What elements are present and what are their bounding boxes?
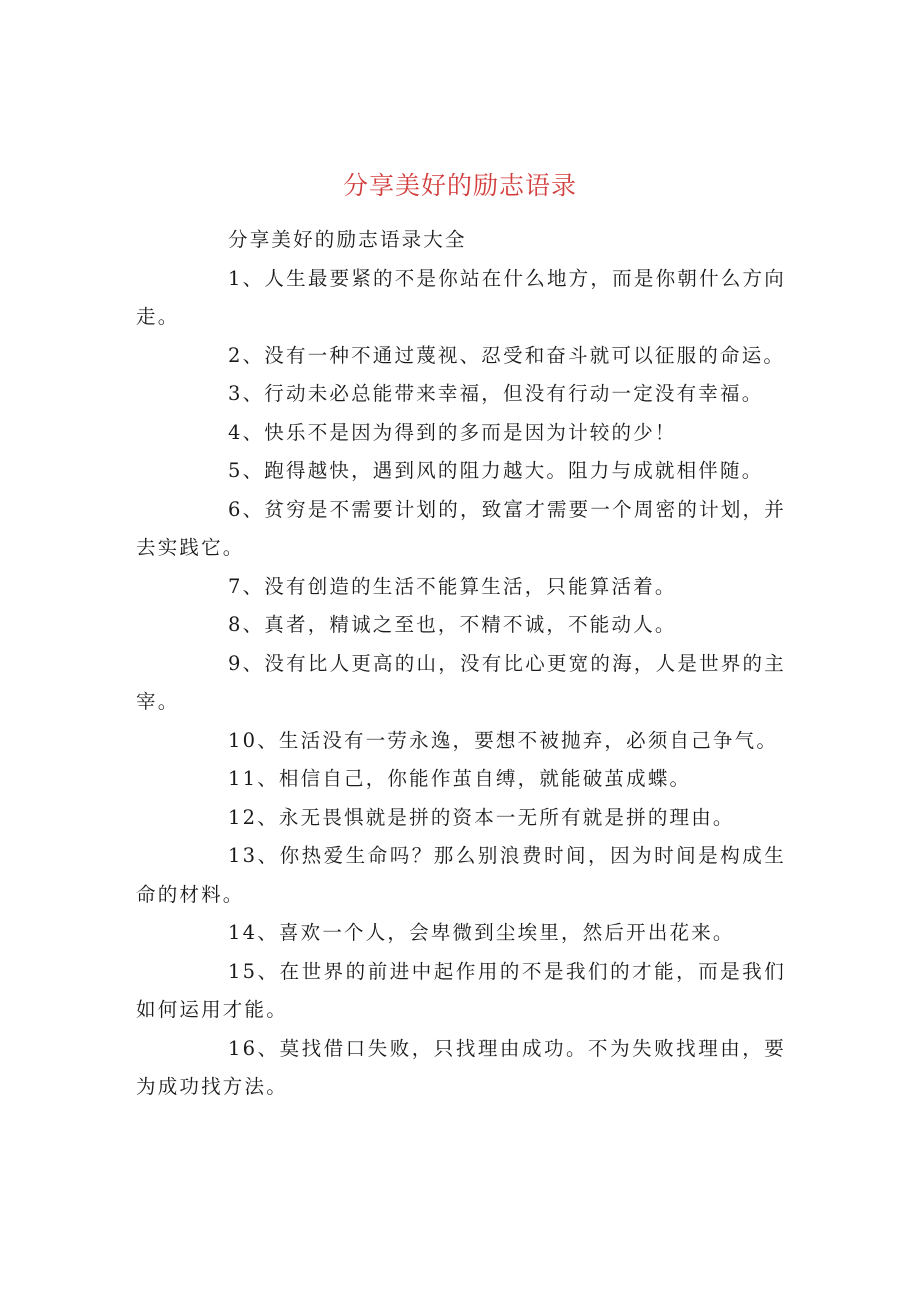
quote-8: 8、真者，精诚之至也，不精不诚，不能动人。 (228, 613, 677, 636)
quote-15: 15、在世界的前进中起作用的不是我们的才能，而是我们如何运用才能。 (136, 959, 786, 1021)
subtitle: 分享美好的励志语录大全 (228, 228, 467, 251)
quote-6: 6、贫穷是不需要计划的，致富才需要一个周密的计划，并去实践它。 (136, 497, 786, 559)
quote-1: 1、人生最要紧的不是你站在什么地方，而是你朝什么方向走。 (136, 266, 786, 328)
quote-9: 9、没有比人更高的山，没有比心更宽的海，人是世界的主宰。 (136, 651, 786, 713)
quote-10: 10、生活没有一劳永逸，要想不被抛弃，必须自己争气。 (228, 728, 779, 752)
quote-4: 4、快乐不是因为得到的多而是因为计较的少！ (228, 420, 677, 444)
quote-11: 11、相信自己，你能作茧自缚，就能破茧成蝶。 (228, 767, 692, 790)
quote-14: 14、喜欢一个人，会卑微到尘埃里，然后开出花来。 (228, 921, 735, 944)
quote-13: 13、你热爱生命吗？那么别浪费时间，因为时间是构成生命的材料。 (136, 844, 786, 906)
document-title: 分享美好的励志语录 (342, 171, 577, 200)
document-body (136, 221, 786, 1107)
quote-2: 2、没有一种不通过蔑视、忍受和奋斗就可以征服的命运。 (228, 343, 786, 367)
quote-7: 7、没有创造的生活不能算生活，只能算活着。 (228, 574, 677, 598)
quote-3: 3、行动未必总能带来幸福，但没有行动一定没有幸福。 (228, 382, 764, 405)
quote-5: 5、跑得越快，遇到风的阻力越大。阻力与成就相伴随。 (228, 459, 764, 482)
quote-12: 12、永无畏惧就是拼的资本一无所有就是拼的理由。 (228, 805, 735, 829)
quote-16: 16、莫找借口失败，只找理由成功。不为失败找理由，要为成功找方法。 (136, 1036, 786, 1098)
